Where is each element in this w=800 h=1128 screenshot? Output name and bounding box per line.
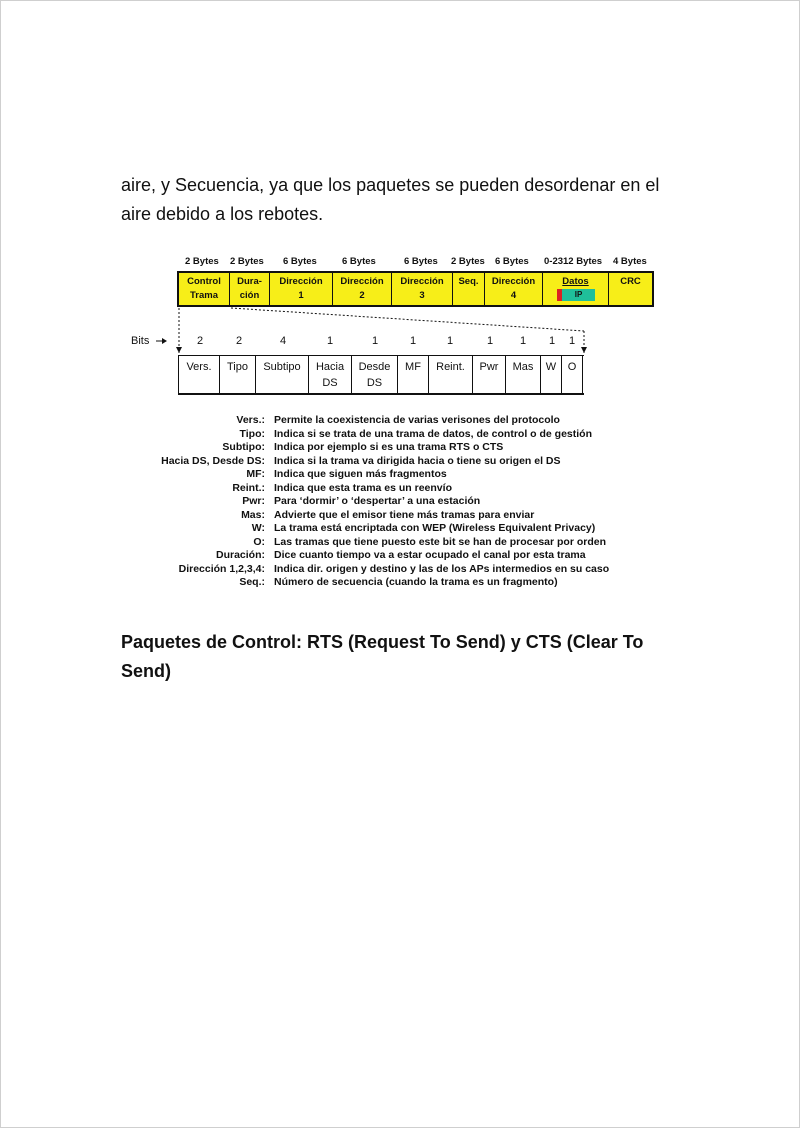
bit-label: Subtipo [263, 361, 301, 373]
bit-count: 1 [372, 335, 379, 347]
byte-size-label: 6 Bytes [342, 256, 376, 267]
heading-line-2: Send) [121, 661, 172, 681]
legend-description: Las tramas que tiene puesto este bit se han de procesar por orden [274, 535, 607, 548]
bit-count: 2 [197, 335, 204, 347]
heading-line-1: Paquetes de Control: RTS (Request To Send) y CTS (Clear To [121, 632, 644, 652]
bit-label: Mas [512, 361, 534, 373]
byte-size-label: 6 Bytes [404, 256, 438, 267]
paragraph-line-2: aire debido a los rebotes. [121, 204, 324, 224]
legend-term: Pwr: [242, 495, 265, 507]
legend-description: Indica que siguen más fragmentos [274, 468, 447, 480]
bit-label: Hacia [315, 361, 345, 373]
bit-label: Reint. [436, 361, 465, 373]
control-bit-pwr [473, 356, 506, 393]
bits-label: Bits [131, 335, 150, 347]
byte-size-label: 2 Bytes [230, 256, 264, 267]
legend-description: Indica si se trata de una trama de datos, de control o de gestión [274, 427, 592, 440]
field-label: Datos [562, 276, 589, 287]
legend-term: W: [251, 522, 265, 534]
legend-description: Indica que esta trama es un reenvío [274, 481, 452, 494]
legend-description: Indica si la trama va dirigida hacia o tiene su origen el DS [274, 454, 561, 467]
byte-size-label: 2 Bytes [451, 256, 485, 267]
frame-field-direccion-2 [333, 273, 392, 305]
legend-description: Para ‘dormir’ o ‘despertar’ a una estación [274, 495, 481, 507]
field-label: Seq. [458, 276, 479, 287]
control-bit-reint [429, 356, 473, 393]
legend-term: MF: [246, 468, 265, 480]
arrowhead-left [176, 347, 182, 353]
control-bit-mas [506, 356, 541, 393]
control-bit-o [562, 356, 583, 393]
control-bit-desde-ds [352, 356, 398, 393]
legend-term: Mas: [241, 508, 265, 521]
frame-field-crc [609, 273, 652, 305]
bit-count: 1 [447, 335, 454, 347]
legend-description: Permite la coexistencia de varias verisones del protocolo [274, 414, 560, 426]
bit-label: Tipo [227, 361, 248, 373]
bit-count: 1 [327, 335, 334, 347]
bit-count: 2 [236, 335, 243, 347]
frame-field-direccion-3 [392, 273, 453, 305]
frame-field-direccion-4 [485, 273, 543, 305]
field-label: Dirección [491, 276, 536, 287]
frame-format-figure [1, 1, 800, 601]
frame-field-datos [543, 273, 609, 305]
field-label: Trama [190, 290, 218, 301]
field-label: 2 [359, 290, 365, 301]
arrowhead-right [581, 347, 587, 353]
bit-label: DS [322, 377, 338, 389]
control-bit-subtipo [256, 356, 309, 393]
frame-field-duracion [230, 273, 270, 305]
legend-description: Indica dir. origen y destino y las de los APs intermedios en su caso [274, 562, 610, 575]
field-label: 4 [510, 290, 517, 301]
bit-label: Desde [358, 361, 391, 373]
bit-count: 4 [280, 335, 287, 347]
field-label: ción [239, 290, 260, 301]
frame-control-field-breakdown [178, 355, 584, 395]
connector-diagonal-dotted [231, 308, 584, 331]
byte-size-label: 4 Bytes [613, 256, 647, 267]
legend-term: O: [253, 535, 265, 548]
byte-size-label: 0-2312 Bytes [544, 256, 603, 267]
byte-size-label: 2 Bytes [185, 256, 219, 267]
bit-label: O [567, 361, 577, 373]
frame-field-direccion-1 [270, 273, 333, 305]
frame-field-control-trama [179, 273, 230, 305]
legend-term: Dirección 1,2,3,4: [178, 562, 265, 575]
legend-term: Subtipo: [222, 441, 265, 453]
control-bit-w [541, 356, 562, 393]
bit-label: DS [366, 377, 383, 389]
bit-count: 1 [569, 335, 576, 347]
bit-count: 1 [410, 335, 417, 347]
bit-label: Vers. [186, 361, 212, 373]
byte-size-label: 6 Bytes [495, 256, 529, 267]
legend-term: Vers.: [236, 414, 265, 426]
legend-term: Seq.: [239, 576, 265, 588]
legend-description: Advierte que el emisor tiene más tramas para enviar [274, 508, 535, 521]
field-label: Dura- [237, 276, 262, 287]
legend-description: Número de secuencia (cuando la trama es un fragmento) [274, 576, 558, 588]
bit-count: 1 [520, 335, 527, 347]
field-label: Dirección [279, 276, 323, 287]
bits-arrowhead [162, 338, 167, 344]
field-label: 1 [298, 290, 304, 301]
control-bit-mf [398, 356, 429, 393]
legend-description: La trama está encriptada con WEP (Wireless Equivalent Privacy) [274, 522, 596, 534]
paragraph-line-1: aire, y Secuencia, ya que los paquetes se pueden desordenar en el [121, 175, 660, 195]
byte-size-label: 6 Bytes [283, 256, 317, 267]
control-bit-tipo [220, 356, 256, 393]
bit-label: W [545, 361, 557, 373]
field-label: Dirección [340, 276, 384, 287]
legend-term: Reint.: [232, 481, 265, 494]
legend-description: Dice cuanto tiempo va a estar ocupado el canal por esta trama [274, 549, 586, 561]
mac-frame-header [177, 271, 654, 307]
field-label: CRC [620, 276, 641, 287]
bit-label: MF [405, 361, 421, 373]
frame-field-seq [453, 273, 485, 305]
section-heading [121, 628, 683, 686]
ip-payload-box: IP [557, 289, 595, 301]
bit-count: 1 [487, 335, 494, 347]
field-label: Control [187, 276, 221, 287]
field-label: 3 [419, 290, 425, 301]
bit-label: Pwr [479, 361, 499, 373]
control-bit-vers [179, 356, 220, 393]
bit-count: 1 [549, 335, 556, 347]
legend-term: Hacia DS, Desde DS: [161, 454, 265, 467]
legend-term: Duración: [215, 549, 265, 561]
control-bit-hacia-ds [309, 356, 352, 393]
legend-description: Indica por ejemplo si es una trama RTS o CTS [274, 441, 504, 453]
legend-term: Tipo: [239, 427, 265, 440]
field-label: Dirección [400, 276, 444, 287]
